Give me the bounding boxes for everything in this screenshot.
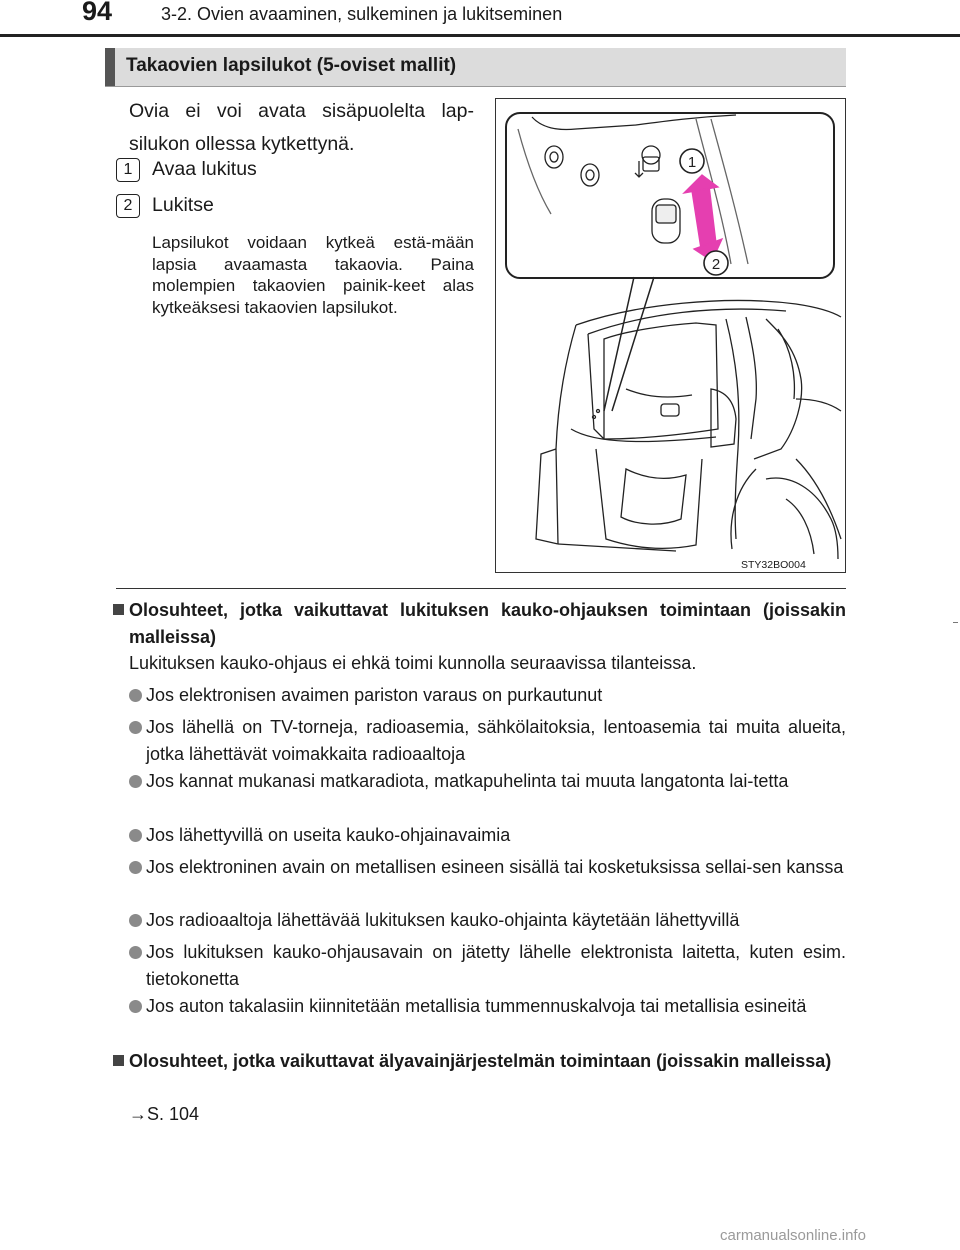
step-label: Lukitse — [152, 194, 214, 217]
step-lock — [116, 194, 214, 218]
chapter-title: 3-2. Ovien avaaminen, sulkeminen ja lukitseminen — [161, 4, 563, 24]
child-lock-lever — [652, 199, 680, 243]
list-item: Jos kannat mukanasi matkaradiota, matkapuhelinta tai muuta langatonta lai-tetta — [129, 768, 846, 795]
section-title-bar — [105, 48, 846, 86]
car-body — [536, 301, 841, 559]
car-door-drawing — [496, 99, 844, 571]
list-item: Jos lähellä on TV-torneja, radioasemia, sähkölaitoksia, lentoasemia tai muita alueita, jotka lähettävät voimakkaita radioaaltoja — [129, 714, 846, 768]
circle-bullet-icon — [129, 775, 142, 788]
remote-lock-intro: Lukituksen kauko-ohjaus ei ehkä toimi kunnolla seuraavissa tilanteissa. — [129, 653, 697, 673]
step-number-badge: 2 — [116, 194, 140, 218]
square-bullet-icon — [113, 1055, 124, 1066]
list-item: Jos lähettyvillä on useita kauko-ohjainavaimia — [129, 822, 846, 849]
svg-text:1: 1 — [687, 154, 697, 171]
child-lock-note: Lapsilukot voidaan kytkeä estä-mään lapsia avaamasta takaovia. Paina molempien takaovien painik-keet alas kytkeäksesi takaovien lapsilukot. — [152, 233, 474, 317]
circle-bullet-icon — [129, 861, 142, 874]
page-reference[interactable]: →S. 104 — [129, 1104, 200, 1124]
list-item: Jos elektronisen avaimen pariston varaus on purkautunut — [129, 682, 846, 709]
arrow-right-icon: → — [129, 1104, 147, 1124]
section-separator — [116, 588, 846, 589]
callout-1 — [680, 149, 704, 173]
list-item: Jos lukituksen kauko-ohjausavain on jätetty lähelle elektronista laitetta, kuten esim. tietokonetta — [129, 939, 846, 993]
list-item: Jos auton takalasiin kiinnitetään metallisia tummennuskalvoja tai metallisia esineitä — [129, 993, 846, 1020]
child-lock-illustration — [495, 98, 846, 573]
step-number-badge: 1 — [116, 158, 140, 182]
step-unlock — [116, 158, 257, 182]
header-divider — [0, 34, 960, 37]
edge-tick — [953, 622, 958, 623]
circle-bullet-icon — [129, 914, 142, 927]
figure-code: STY32BO004 — [741, 559, 806, 571]
list-item: Jos elektroninen avain on metallisen esineen sisällä tai kosketuksissa sellai-sen kanssa — [129, 854, 846, 881]
square-bullet-icon — [113, 604, 124, 615]
callout-2 — [704, 251, 728, 275]
svg-text:2: 2 — [711, 256, 721, 273]
circle-bullet-icon — [129, 721, 142, 734]
section-intro: Ovia ei voi avata sisäpuolelta lap-silukon ollessa kytkettynä. — [129, 100, 474, 155]
footer-watermark: carmanualsonline.info — [720, 1227, 866, 1244]
smart-key-heading: Olosuhteet, jotka vaikuttavat älyavainjärjestelmän toimintaan (joissakin malleissa) — [113, 1048, 846, 1075]
circle-bullet-icon — [129, 829, 142, 842]
circle-bullet-icon — [129, 946, 142, 959]
step-label: Avaa lukitus — [152, 158, 257, 181]
remote-lock-heading: Olosuhteet, jotka vaikuttavat lukituksen kauko-ohjauksen toimintaan (joissakin malleissa) — [113, 597, 846, 651]
circle-bullet-icon — [129, 1000, 142, 1013]
section-title-accent — [105, 48, 115, 86]
section-title: Takaovien lapsilukot (5-oviset mallit) — [126, 55, 457, 76]
list-item: Jos radioaaltoja lähettävää lukituksen kauko-ohjainta käytetään lähettyvillä — [129, 907, 846, 934]
section-title-underline — [105, 86, 846, 87]
circle-bullet-icon — [129, 689, 142, 702]
child-lock-symbol — [635, 146, 660, 177]
page-number: 94 — [82, 0, 113, 26]
